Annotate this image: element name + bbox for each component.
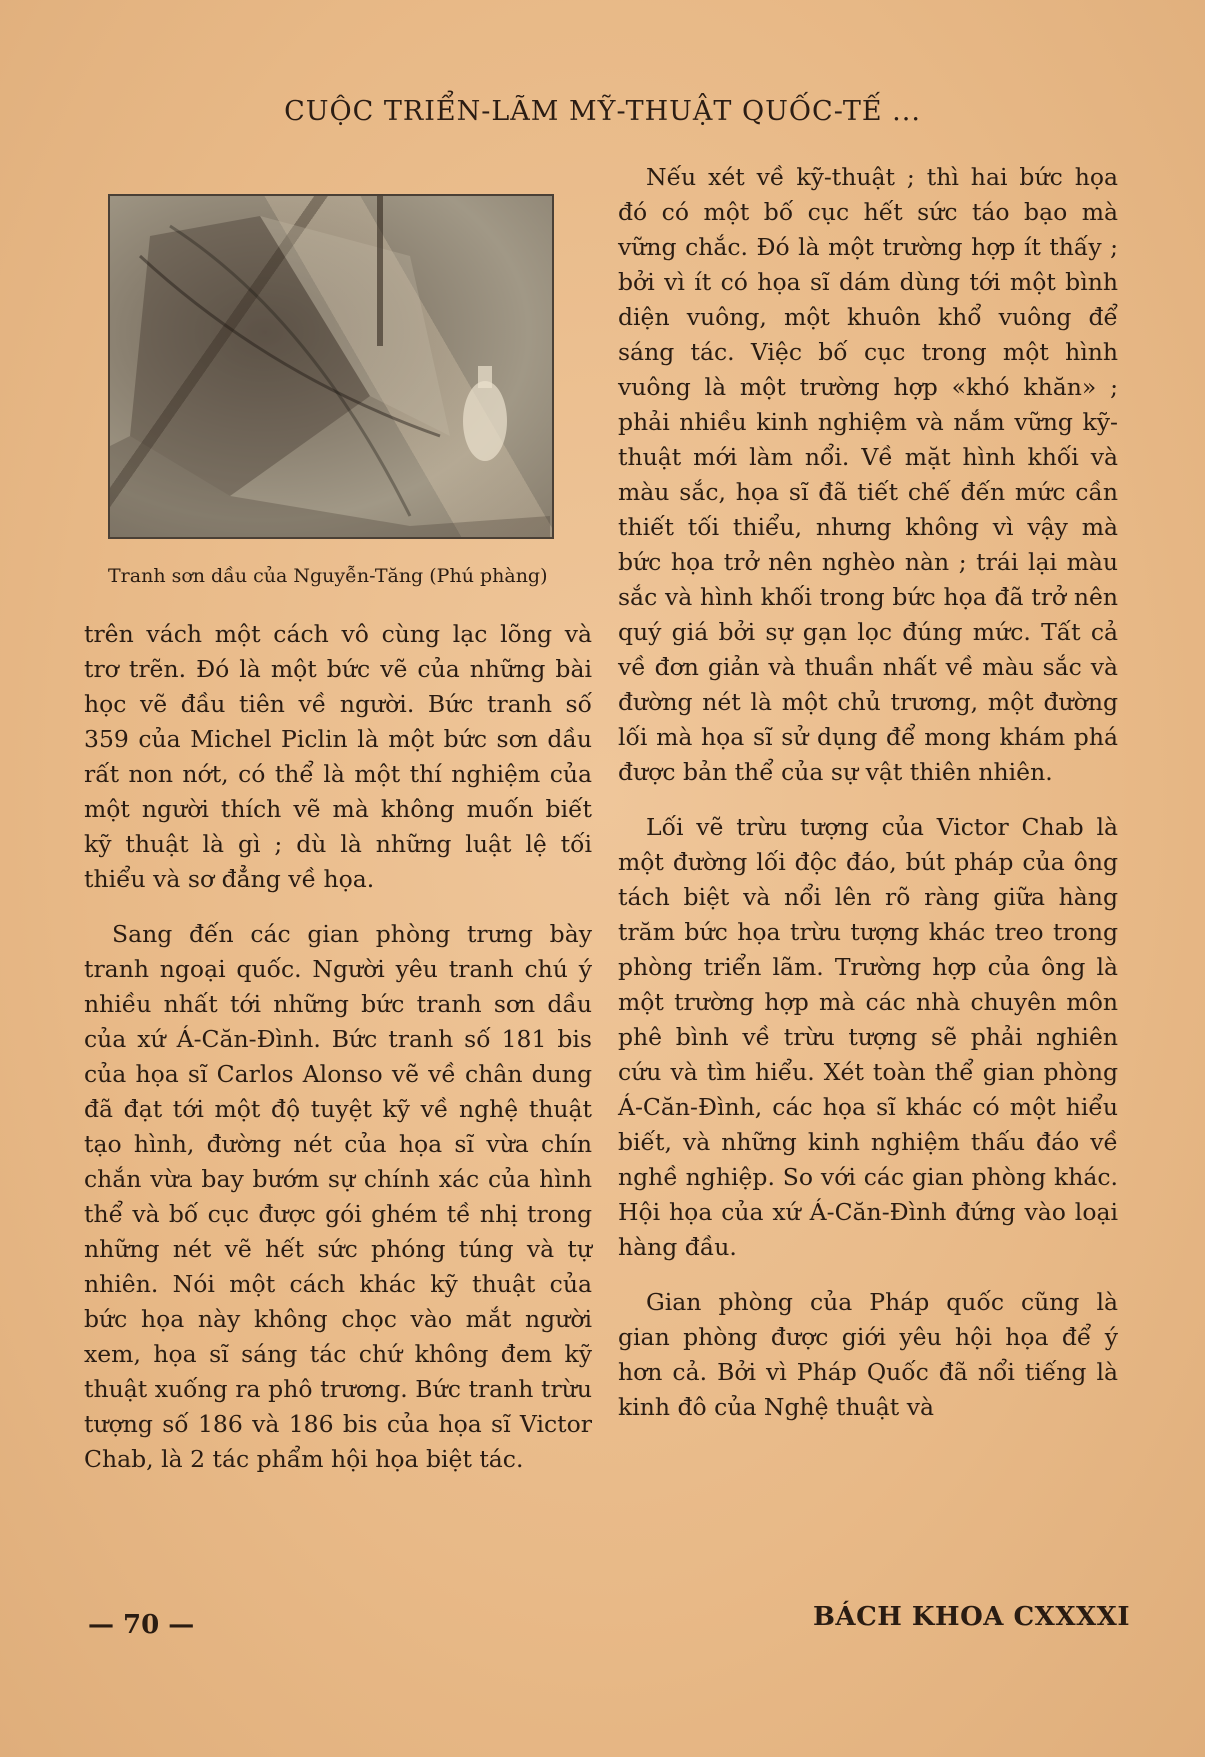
page-header-title: CUỘC TRIỂN-LÃM MỸ-THUẬT QUỐC-TẾ ... [284,96,921,127]
figure-caption: Tranh sơn dầu của Nguyễn-Tăng (Phú phàng) [108,565,548,587]
right-paragraph-3: Gian phòng của Pháp quốc cũng là gian phòng được giới yêu hội họa để ý hơn cả. Bởi vì Pháp Quốc đã nổi tiếng là kinh đô của Nghệ thuật và [618,1288,1118,1421]
left-paragraph-2: Sang đến các gian phòng trưng bày tranh ngoại quốc. Người yêu tranh chú ý nhiều nhất tới những bức tranh sơn dầu của xứ Á-Căn-Đình. Bức tranh số 181 bis của họa sĩ Carlos Alonso vẽ về chân dung đã đạt tới một độ tuyệt kỹ về nghệ thuật tạo hình, đường nét của họa sĩ vừa chín chắn vừa bay bướm sự chính xác của hình thể và bố cục được gói ghém tề nhị trong những nét vẽ hết sức phóng túng và tự nhiên. Nói một cách khác kỹ thuật của bức họa này không chọc vào mắt người xem, họa sĩ sáng tác chứ không đem kỹ thuật xuống ra phô trương. Bức tranh trừu tượng số 186 và 186 bis của họa sĩ Victor Chab, là 2 tác phẩm hội họa biệt tác. [84,920,592,1473]
page-number: — 70 — [88,1610,195,1640]
left-paragraph-1: trên vách một cách vô cùng lạc lõng và trơ trẽn. Đó là một bức vẽ của những bài học vẽ đầu tiên về người. Bức tranh số 359 của Michel Piclin là một bức sơn dầu rất non nớt, có thể là một thí nghiệm của một người thích vẽ mà không muốn biết kỹ thuật là gì ; dù là những luật lệ tối thiểu và sơ đẳng về họa. [84,620,592,893]
right-column [618,160,1118,1425]
painting-photo [108,194,554,539]
right-paragraph-1: Nếu xét về kỹ-thuật ; thì hai bức họa đó có một bố cục hết sức táo bạo mà vững chắc. Đó là một trường hợp ít thấy ; bởi vì ít có họa sĩ dám dùng tới một bình diện vuông, một khuôn khổ vuông để sáng tác. Việc bố cục trong một hình vuông là một trường hợp «khó khăn» ; phải nhiều kinh nghiệm và nắm vững kỹ-thuật mới làm nổi. Về mặt hình khối và màu sắc, họa sĩ đã tiết chế đến mức cần thiết tối thiểu, nhưng không vì vậy mà bức họa trở nên nghèo nàn ; trái lại màu sắc và hình khối trong bức họa đã trở nên quý giá bởi sự gạn lọc đúng mức. Tất cả về đơn giản và thuần nhất về màu sắc và đường nét là một chủ trương, một đường lối mà họa sĩ sử dụng để mong khám phá được bản thể của sự vật thiên nhiên. [618,163,1118,786]
right-paragraph-2: Lối vẽ trừu tượng của Victor Chab là một đường lối độc đáo, bút pháp của ông tách biệt và nổi lên rõ ràng giữa hàng trăm bức họa trừu tượng khác treo trong phòng triển lãm. Trường hợp của ông là một trường hợp mà các nhà chuyên môn phê bình về trừu tượng sẽ phải nghiên cứu và tìm hiểu. Xét toàn thể gian phòng Á-Căn-Đình, các họa sĩ khác có một hiểu biết, và những kinh nghiệm thấu đáo về nghề nghiệp. So với các gian phòng khác. Hội họa của xứ Á-Căn-Đình đứng vào loại hàng đầu. [618,813,1118,1261]
journal-issue: BÁCH KHOA CXXXXI [812,1602,1130,1632]
painting-image [110,196,554,539]
left-column [84,617,592,1477]
